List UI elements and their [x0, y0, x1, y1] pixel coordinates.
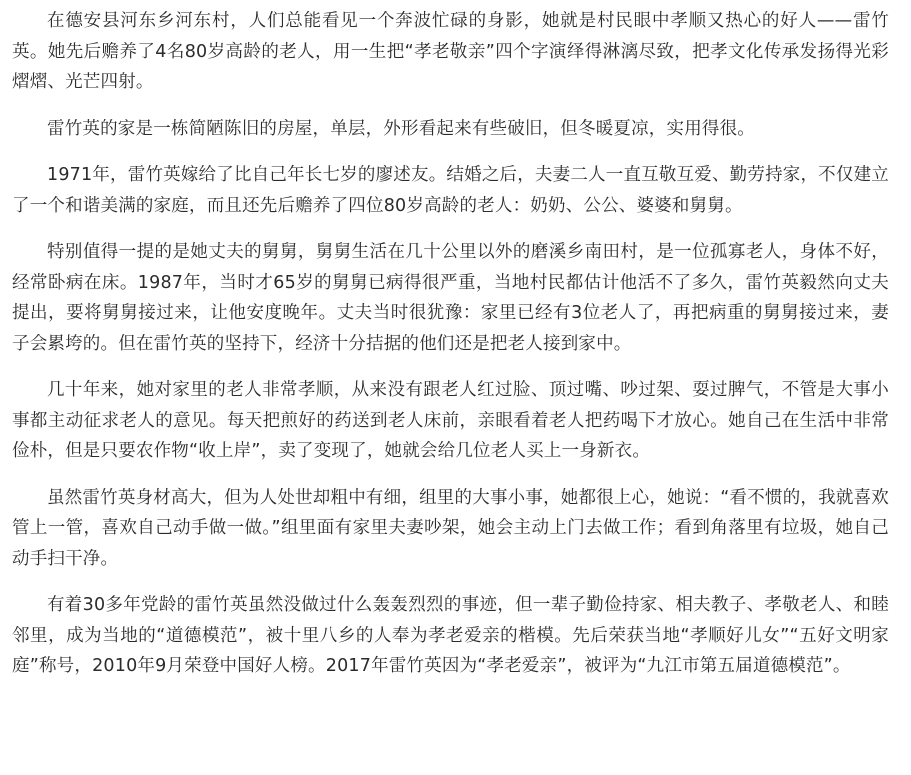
article-paragraph-4: 特别值得一提的是她丈夫的舅舅，舅舅生活在几十公里以外的磨溪乡南田村，是一位孤寡老人，身体不好，经常卧病在床。1987年，当时才65岁的舅舅已病得很严重，当地村民都估计他活不了多久，雷竹英毅然向丈夫提出，要将舅舅接过来，让他安度晚年。丈夫当时很犹豫：家里已经有3位老人了，再把病重的舅舅接过来，妻子会累垮的。但在雷竹英的坚持下，经济十分拮据的他们还是把老人接到家中。 [12, 242, 889, 354]
article-paragraph-6: 虽然雷竹英身材高大，但为人处世却粗中有细，组里的大事小事，她都很上心，她说：“看不惯的，我就喜欢管上一管，喜欢自己动手做一做。”组里面有家里夫妻吵架，她会主动上门去做工作；看到角落里有垃圾，她自己动手扫干净。 [12, 487, 889, 569]
article-paragraph-5: 几十年来，她对家里的老人非常孝顺，从来没有跟老人红过脸、顶过嘴、吵过架、耍过脾气，不管是大事小事都主动征求老人的意见。每天把煎好的药送到老人床前，亲眼看着老人把药喝下才放心。她自己在生活中非常俭朴，但是只要农作物“收上岸”，卖了变现了，她就会给几位老人买上一身新衣。 [12, 380, 889, 461]
article-paragraph-7: 有着30多年党龄的雷竹英虽然没做过什么轰轰烈烈的事迹，但一辈子勤俭持家、相夫教子、孝敬老人、和睦邻里，成为当地的“道德模范”，被十里八乡的人奉为孝老爱亲的楷模。先后荣获当地“孝顺好儿女”“五好文明家庭”称号，2010年9月荣登中国好人榜。2017年雷竹英因为“孝老爱亲”，被评为“九江市第五届道德模范”。 [12, 595, 889, 676]
article-paragraph-3: 1971年，雷竹英嫁给了比自己年长七岁的廖述友。结婚之后，夫妻二人一直互敬互爱、勤劳持家，不仅建立了一个和谐美满的家庭，而且还先后赡养了四位80岁高龄的老人：奶奶、公公、婆婆和舅舅。 [12, 165, 889, 216]
article-paragraph-2: 雷竹英的家是一栋简陋陈旧的房屋，单层，外形看起来有些破旧，但冬暖夏凉，实用得很。 [47, 118, 755, 139]
article-paragraph-1: 在德安县河东乡河东村，人们总能看见一个奔波忙碌的身影，她就是村民眼中孝顺又热心的好人——雷竹英。她先后赡养了4名80岁高龄的老人，用一生把“孝老敬亲”四个字演绎得淋漓尽致，把孝文化传承发扬得光彩熠熠、光芒四射。 [12, 11, 889, 92]
